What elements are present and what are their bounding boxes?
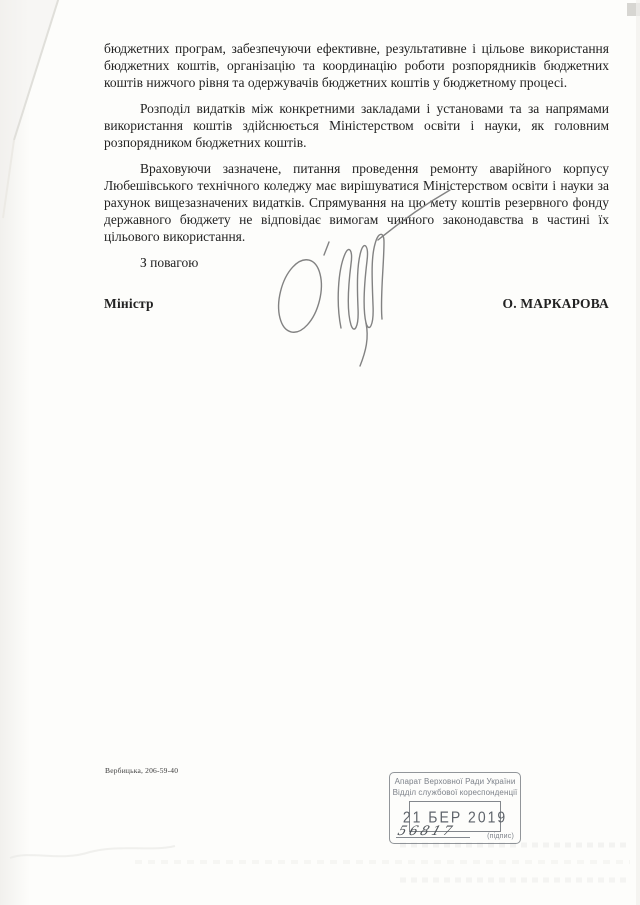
scan-edge-right <box>636 0 640 905</box>
signature-tail <box>360 323 367 366</box>
signature-scribble <box>338 234 384 329</box>
signature-flourish <box>378 190 450 240</box>
bleed-through-scribble <box>60 887 345 890</box>
stamp-org-line: Апарат Верховної Ради України <box>394 777 516 786</box>
handwritten-registration-number: 56817 <box>395 824 457 839</box>
stamp-underline <box>396 837 470 838</box>
stamp-signature-caption: (підпис) <box>487 833 514 840</box>
handwritten-signature <box>258 178 488 373</box>
stamp-date: 21 БЕР 2019 <box>402 807 508 826</box>
signature-tick <box>324 242 329 255</box>
stamp-dept-line: Відділ службової кореспонденції <box>392 788 518 797</box>
signer-name: О. МАРКАРОВА <box>502 296 609 311</box>
scan-mark-top-right <box>627 3 640 16</box>
signer-title: Міністр <box>104 296 154 311</box>
paragraph: бюджетних програм, забезпечуючи ефективне, результативне і цільове використання бюджетних коштів, організацію та координацію роботи розпорядників бюджетних коштів нижчого рівня та одержувачів бюджетних коштів у бюджетному процесі. <box>104 41 609 90</box>
paragraph: Розподіл видатків між конкретними закладами і установами та за напрямами використання коштів здійснюється Міністерством освіти і науки, як головним розпорядником бюджетних коштів. <box>104 101 609 150</box>
executor-contact-note: Вербицька, 206-59-40 <box>105 766 179 775</box>
registration-stamp <box>389 772 521 844</box>
scan-edge-shadow-left <box>0 0 30 905</box>
bleed-through-scribble <box>10 846 175 858</box>
closing-salutation: З повагою <box>140 255 199 270</box>
paragraph: Враховуючи зазначене, питання проведення ремонту аварійного корпусу Любешівського технічного коледжу має вирішуватися Міністерством освіти і науки за рахунок вищезазначених видатків. Спрямування на цю мету коштів резервного фонду державного бюджету не відповідає вимогам чинного законодавства в частині їх цільового використання. <box>104 161 609 244</box>
signature-loop <box>272 255 329 336</box>
stamp-bottom-row <box>396 826 514 841</box>
